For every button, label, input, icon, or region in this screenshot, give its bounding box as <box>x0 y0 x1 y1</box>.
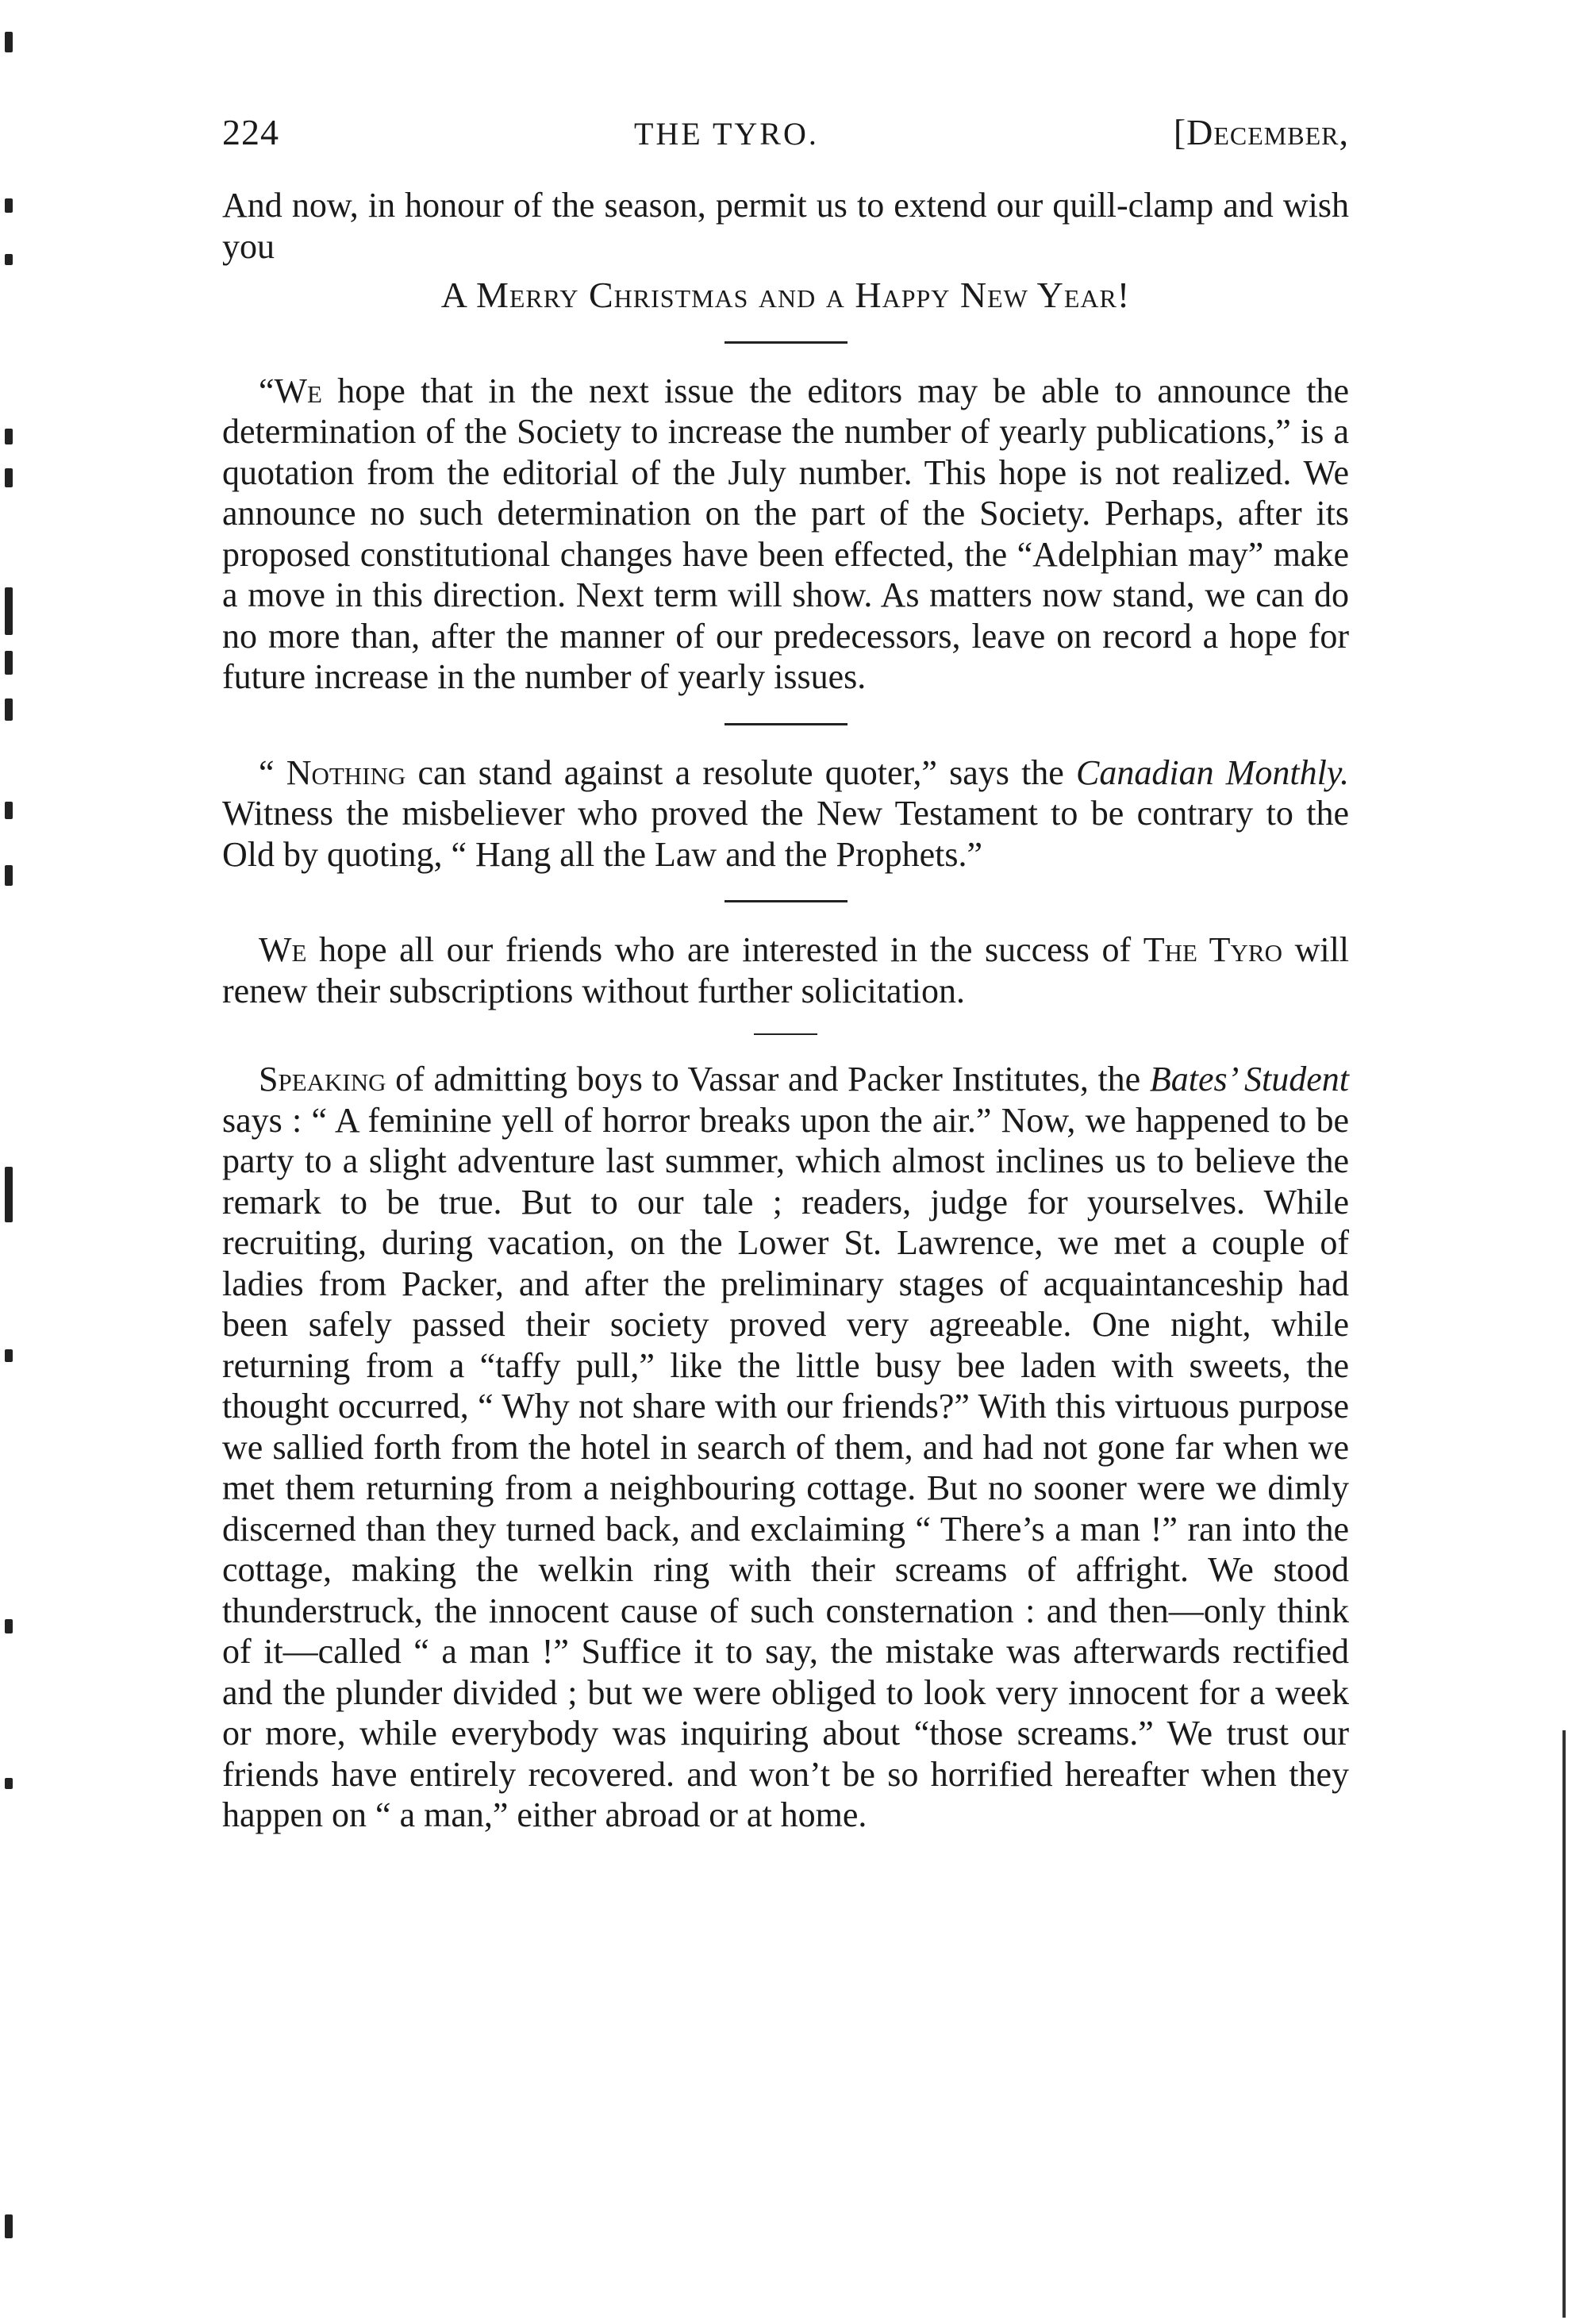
paragraph-subscriptions: We hope all our friends who are interested in the success of The Tyro will renew their subscriptions without further solicitation. <box>222 930 1350 1010</box>
paragraph-merry-christmas: A Merry Christmas and a Happy New Year! <box>440 275 1131 315</box>
paragraph-season-greeting-intro: And now, in honour of the season, permit us to extend our quill-clamp and wish you <box>222 186 1349 266</box>
section-divider <box>725 341 847 344</box>
section-divider <box>725 900 847 902</box>
page-number: 224 <box>222 112 279 152</box>
left-margin-scan-marks <box>0 0 32 2324</box>
section-divider <box>754 1033 817 1035</box>
right-margin-scan-mark <box>1562 1730 1566 2318</box>
paragraph-yearly-publications: “We hope that in the next issue the editors may be able to announce the determination of the Society to increase the number of yearly publications,” is a quotation from the editorial of the July number. This hope is not realized. We announce no such determination on the part of the Society. Perhaps, after its proposed constitutional changes have been effected, the “Adelphian may” make a move in this direction. Next term will show. As matters now stand, we can do no more than, after the manner of our predecessors, leave on record a hope for future increase in the number of yearly issues. <box>222 371 1349 696</box>
section-divider <box>725 723 847 725</box>
journal-title: THE TYRO. <box>633 116 819 152</box>
page <box>222 111 1349 1836</box>
paragraph-resolute-quoter: “ Nothing can stand against a resolute quoter,” says the Canadian Monthly. Witness the misbeliever who proved the New Testament to be contrary to the Old by quoting, “ Hang all the Law and the Prophets.” <box>222 752 1349 874</box>
paragraph-vassar-packer: Speaking of admitting boys to Vassar and Packer Institutes, the Bates’ Student says : “ A feminine yell of horror breaks upon the air.” Now, we happened to be party to a slight adventure last summer, which almost inclines us to believe the remark to be true. But to our tale ; readers, judge for yourselves. While recruiting, during vacation, on the Lower St. Lawrence, we met a couple of ladies from Packer, and after the preliminary stages of acquaintanceship had been safely passed their society proved very agreeable. One night, while returning from a “taffy pull,” like the little busy bee laden with sweets, the thought occurred, “ Why not share with our friends?” With this virtuous purpose we sallied forth from the hotel in search of them, and had not gone far when we met them returning from a neighbouring cottage. But no sooner were we dimly discerned than they turned back, and exclaiming “ There’s a man !” ran into the cottage, making the welkin ring with their screams of affright. We stood thunderstruck, the innocent cause of such consternation : and then—only think of it—called “ a man !” Suffice it to say, the mistake was afterwards rectified and the plunder divided ; but we were obliged to look very innocent for a week or more, while everybody was inquiring about “those screams.” We trust our friends have entirely recovered. and won’t be so horrified hereafter when they happen on “ a man,” either abroad or at home. <box>222 1060 1349 1834</box>
running-head-month: [December, <box>1173 112 1349 152</box>
running-head <box>222 111 1349 153</box>
